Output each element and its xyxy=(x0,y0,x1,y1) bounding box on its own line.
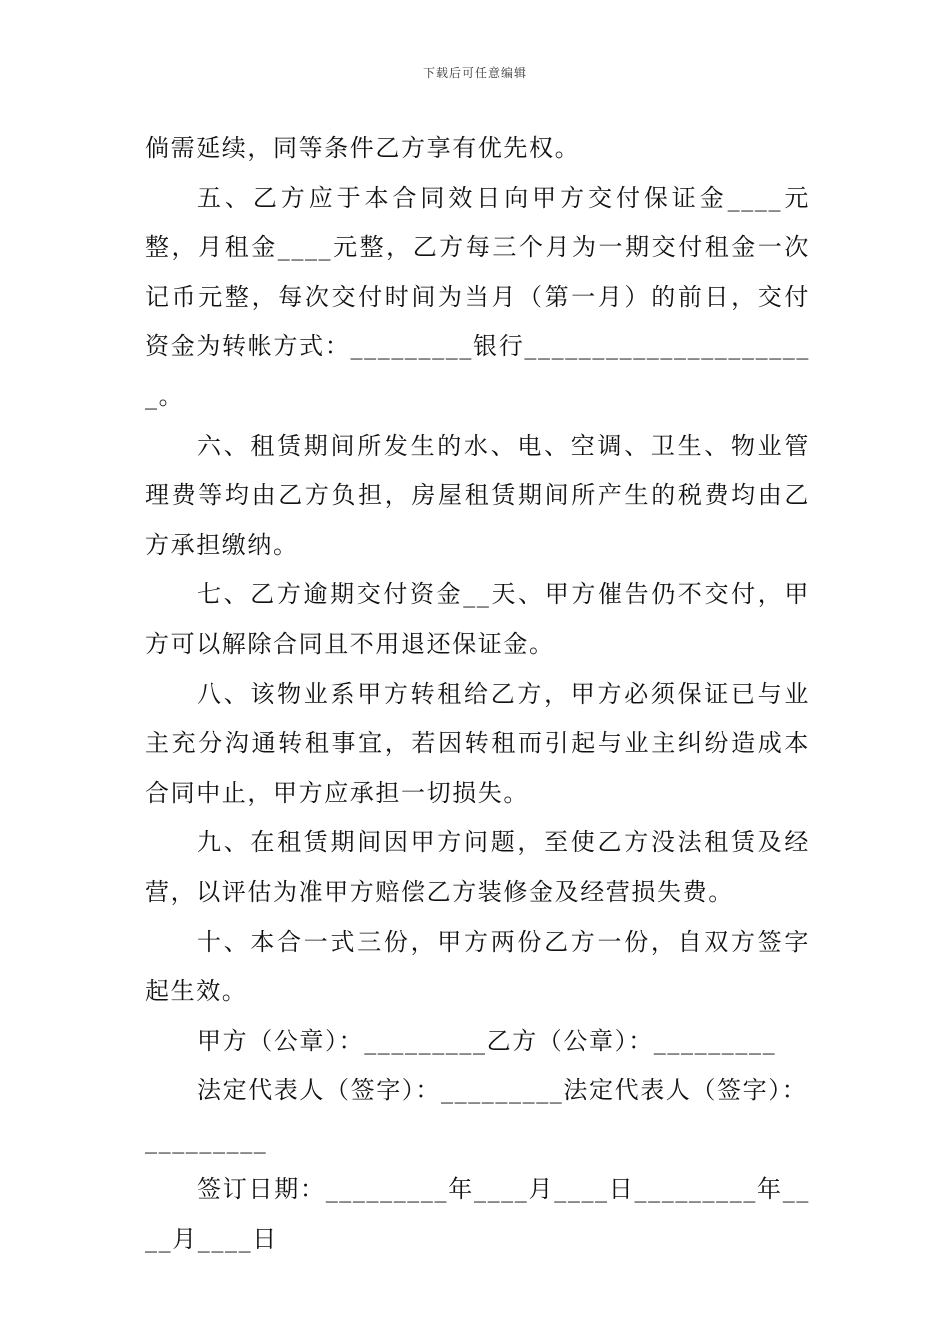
signature-representatives-line: 法定代表人（签字）：_________法定代表人（签字）： xyxy=(197,1076,808,1105)
signature-representative-blank: _________ xyxy=(145,1125,268,1154)
signature-parties-line: 甲方（公章）：_________乙方（公章）：_________ xyxy=(197,1026,777,1055)
signing-date-line: 签订日期：_________年____月____日_________年____月____日 xyxy=(145,1175,810,1254)
continuation-paragraph: 倘需延续，同等条件乙方享有优先权。 xyxy=(145,134,581,162)
clause-7: 七、乙方逾期交付资金__天、甲方催告仍不交付，甲方可以解除合同且不用退还保证金。 xyxy=(145,580,810,658)
clause-8: 八、该物业系甲方转租给乙方，甲方必须保证已与业主充分沟通转租事宜，若因转租而引起与业主纠纷造成本合同中止，甲方应承担一切损失。 xyxy=(145,679,810,807)
clause-9: 九、在租赁期间因甲方问题，至使乙方没法租赁及经营，以评估为准甲方赔偿乙方装修金及经营损失费。 xyxy=(145,828,810,906)
clause-5: 五、乙方应于本合同效日向甲方交付保证金____元整，月租金____元整，乙方每三个月为一期交付租金一次记币元整，每次交付时间为当月（第一月）的前日，交付资金为转帐方式：_________银行______________________。 xyxy=(145,183,810,410)
clause-6: 六、租赁期间所发生的水、电、空调、卫生、物业管理费等均由乙方负担，房屋租赁期间所产生的税费均由乙方承担缴纳。 xyxy=(145,431,810,559)
clause-10: 十、本合一式三份，甲方两份乙方一份，自双方签字起生效。 xyxy=(145,927,810,1006)
header-note: 下载后可任意编辑 xyxy=(422,66,527,80)
contract-body xyxy=(145,124,810,1265)
